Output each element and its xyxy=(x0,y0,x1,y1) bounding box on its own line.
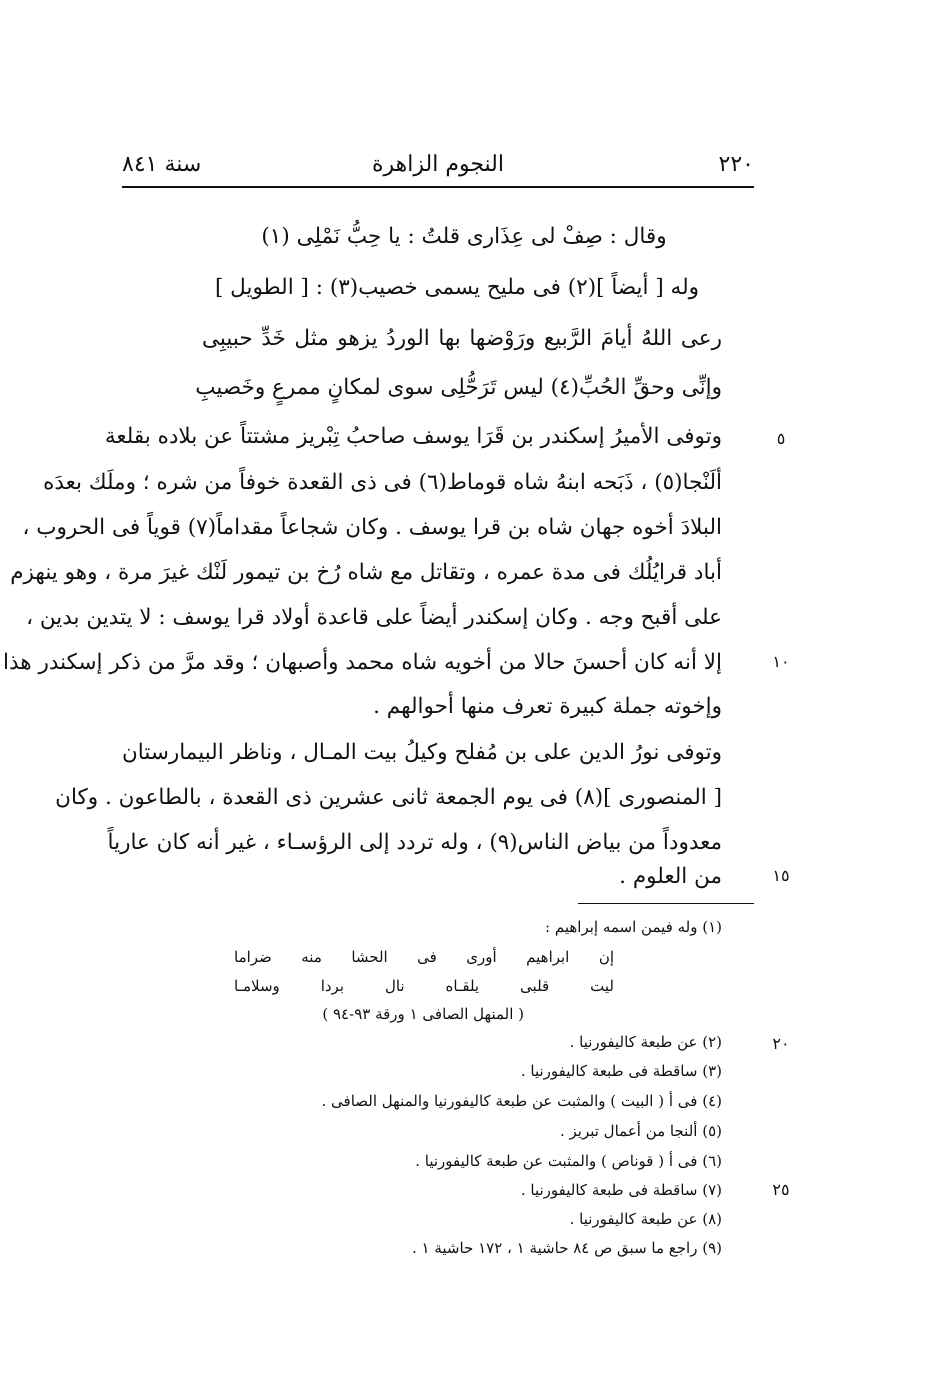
verse-line: رعى اللهُ أيامَ الرَّبيع ورَوْضها بها الوردُ يزهو مثل خَدِّ حبيبِى xyxy=(202,326,722,351)
footnote: (٨) عن طبعة كاليفورنيا . xyxy=(569,1210,722,1228)
line-number: ٢٥ xyxy=(772,1180,790,1199)
body-line: ألَنْجا(٥) ، ذَبَحه ابنهُ شاه قوماط(٦) فى ذى القعدة خوفاً من شره ؛ وملَك بعدَه xyxy=(43,470,722,495)
body-line: وإخوته جملة كبيرة تعرف منها أحوالهم . xyxy=(373,694,722,719)
body-line: وقال : صِفْ لى عِذَارى قلتُ : يا حِبُّ نَمْلِى (١) xyxy=(261,224,667,249)
page-number: ٢٢٠ xyxy=(718,152,754,177)
body-line: معدوداً من بياض الناس(٩) ، وله تردد إلى الرؤسـاء ، غير أنه كان عارياً xyxy=(107,830,722,855)
body-line: من العلوم . xyxy=(619,864,722,889)
verse-line: وإنِّى وحقِّ الحُبِّ(٤) ليس تَرَحُّلِى سوى لمكانٍ ممرعٍ وخَصيبِ xyxy=(195,375,722,400)
body-line: وله [ أيضاً ](٢) فى مليح يسمى خصيب(٣) : [ الطويل ] xyxy=(214,275,699,300)
footnote: (٦) فى أ ( قوناص ) والمثبت عن طبعة كاليفورنيا . xyxy=(415,1152,722,1170)
body-line: وتوفى الأميرُ إسكندر بن قَرَا يوسف صاحبُ تِبْريز مشتتاً عن بلاده بقلعة xyxy=(104,424,722,449)
line-number: ٥ xyxy=(776,429,786,448)
body-line: أباد قرايُلُك فى مدة عمره ، وتقاتل مع شاه رُخ بن تيمور لَنْك غيرَ مرة ، وهو ينهزم xyxy=(10,560,722,585)
footnote: (٢) عن طبعة كاليفورنيا . xyxy=(569,1033,722,1051)
line-number: ٢٠ xyxy=(772,1034,790,1053)
footnote: (٩) راجع ما سبق ص ٨٤ حاشية ١ ، ١٧٢ حاشية ١ . xyxy=(411,1239,722,1257)
footnote-source: ( المنهل الصافى ١ ورقة ٩٣-٩٤ ) xyxy=(322,1005,524,1023)
footnote: (٥) ألنجا من أعمال تبريز . xyxy=(559,1122,722,1140)
body-line: البلادَ أخوه جهان شاه بن قرا يوسف . وكان شجاعاً مقداماً(٧) قوياً فى الحروب ، xyxy=(22,515,722,540)
book-title: النجوم الزاهرة xyxy=(372,152,504,177)
body-line: إلا أنه كان أحسنَ حالا من أخويه شاه محمد وأصبهان ؛ وقد مرَّ من ذكر إسكندر هذا xyxy=(3,650,722,675)
line-number: ١٥ xyxy=(772,866,790,885)
footnote: (٣) ساقطة فى طبعة كاليفورنيا . xyxy=(520,1062,722,1080)
running-header xyxy=(122,152,754,184)
footnote: (١) وله فيمن اسمه إبراهيم : xyxy=(545,918,722,936)
header-rule xyxy=(122,186,754,188)
footnote: (٤) فى أ ( البيت ) والمثبت عن طبعة كاليفورنيا والمنهل الصافى . xyxy=(321,1092,722,1110)
body-line: [ المنصورى ](٨) فى يوم الجمعة ثانى عشرين ذى القعدة ، بالطاعون . وكان xyxy=(55,785,722,810)
body-line: على أقبح وجه . وكان إسكندر أيضاً على قاعدة أولاد قرا يوسف : لا يتدين بدين ، xyxy=(26,605,722,630)
body-line: وتوفى نورُ الدين على بن مُفلح وكيلُ بيت المـال ، وناظر البيمارستان xyxy=(122,740,722,765)
footnote: (٧) ساقطة فى طبعة كاليفورنيا . xyxy=(520,1181,722,1199)
footnote-verse: ليت قلبى يلقـاه نال بردا وسلامـا xyxy=(234,977,614,995)
footnote-rule xyxy=(578,903,754,904)
footnote-verse: إن ابراهيم أورى فى الحشا منه ضراما xyxy=(234,948,614,966)
year-label: سنة ٨٤١ xyxy=(122,152,202,177)
line-number: ١٠ xyxy=(772,652,790,671)
